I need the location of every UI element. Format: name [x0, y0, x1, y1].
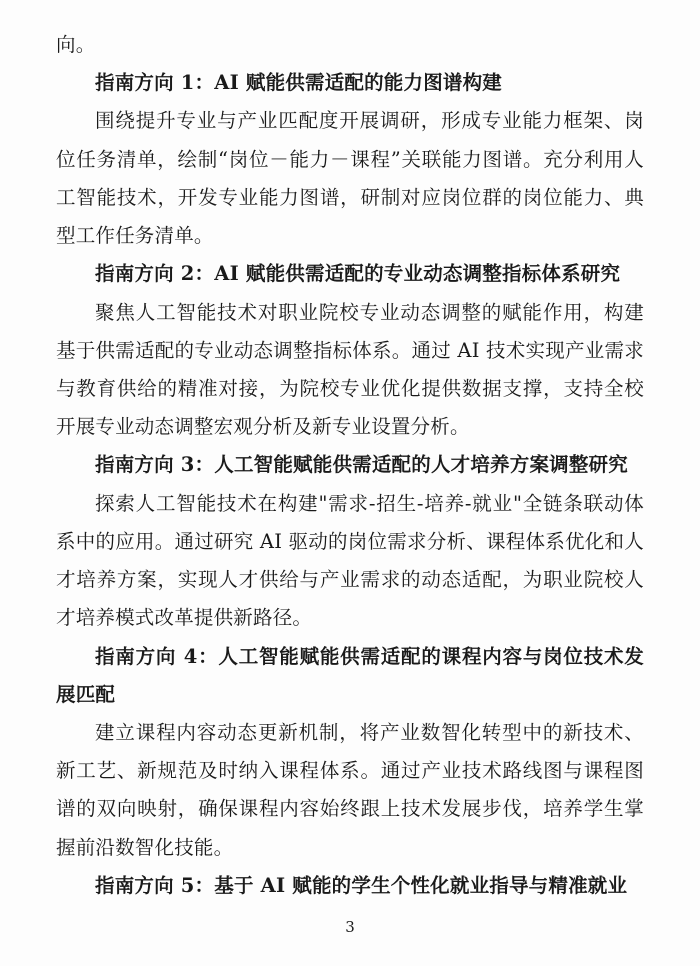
heading-direction-5: 指南方向 5：基于 AI 赋能的学生个性化就业指导与精准就业	[95, 873, 628, 897]
paragraph-direction-3: 探索人工智能技术在构建"需求-招生-培养-就业"全链条联动体系中的应用。通过研究 AI 驱动的岗位需求分析、课程体系优化和人才培养方案，实现人才供给与产业需求的动态适配，为职业院校人才培养模式改革提供新路径。	[56, 491, 644, 630]
heading-direction-3: 指南方向 3：人工智能赋能供需适配的人才培养方案调整研究	[95, 453, 628, 477]
paragraph-direction-1: 围绕提升专业与产业匹配度开展调研，形成专业能力框架、岗位任务清单，绘制“岗位－能力－课程”关联能力图谱。充分利用人工智能技术，开发专业能力图谱，研制对应岗位群的岗位能力、典型工作任务清单。	[56, 109, 644, 248]
page-number: 3	[345, 918, 355, 936]
paragraph-direction-2: 聚焦人工智能技术对职业院校专业动态调整的赋能作用，构建基于供需适配的专业动态调整指标体系。通过 AI 技术实现产业需求与教育供给的精准对接，为院校专业优化提供数据支撑，支持全校开展专业动态调整宏观分析及新专业设置分析。	[56, 300, 644, 439]
heading-direction-1: 指南方向 1：AI 赋能供需适配的能力图谱构建	[95, 71, 502, 95]
heading-direction-2: 指南方向 2：AI 赋能供需适配的专业动态调整指标体系研究	[95, 262, 621, 286]
paragraph-continuation: 向。	[56, 33, 96, 56]
heading-direction-4: 指南方向 4：人工智能赋能供需适配的课程内容与岗位技术发展匹配	[56, 644, 644, 706]
paragraph-direction-4: 建立课程内容动态更新机制，将产业数智化转型中的新技术、新工艺、新规范及时纳入课程体系。通过产业技术路线图与课程图谱的双向映射，确保课程内容始终跟上技术发展步伐，培养学生掌握前沿数智化技能。	[56, 720, 644, 859]
document-body	[56, 26, 644, 905]
